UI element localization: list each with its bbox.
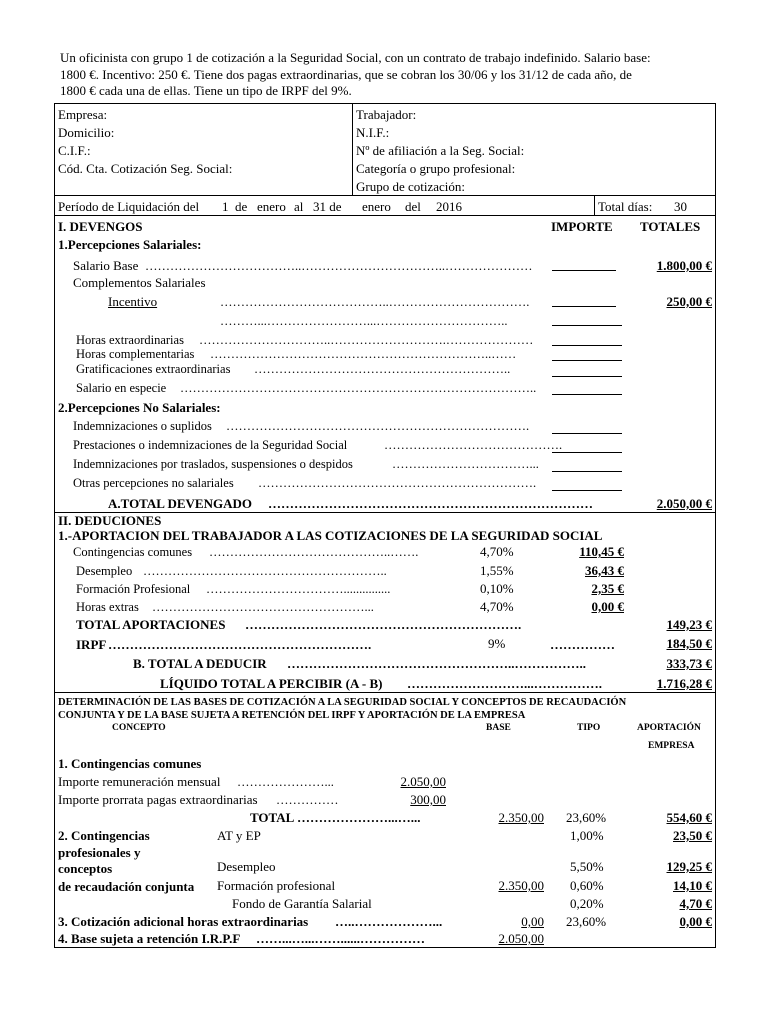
bases-title-1: DETERMINACIÓN DE LAS BASES DE COTIZACIÓN A LA SEGURIDAD SOCIAL Y CONCEPTOS DE RECAUDACIÓN <box>58 697 627 708</box>
salario-base-label: Salario Base <box>73 258 139 273</box>
at-ep-aport: 23,50 € <box>673 828 712 843</box>
total-aportaciones-dots: ………………………………………………………. <box>245 617 522 632</box>
total-deducir-value: 333,73 € <box>666 656 712 671</box>
no-salariales-title: 2.Percepciones No Salariales: <box>58 400 221 415</box>
irpf-base-label: 4. Base sujeta a retención I.R.P.F <box>58 931 241 946</box>
horas-adicional-tipo: 23,60% <box>566 914 607 929</box>
especie-dots: ………………………………………………………………………….. <box>180 381 537 395</box>
contingencias-pct: 4,70% <box>480 544 514 559</box>
gratificaciones-label: Gratificaciones extraordinarias <box>76 362 231 376</box>
periodo-divider <box>594 195 595 215</box>
prorrata-label: Importe prorrata pagas extraordinarias <box>58 792 258 807</box>
traslados-label: Indemnizaciones por traslados, suspensiones o despidos <box>73 457 353 471</box>
horas-extra-label: Horas extraordinarias <box>76 333 184 347</box>
total-deducir-dots: ……………………………………………..…………….. <box>287 656 586 671</box>
cp-title-2: profesionales y <box>58 845 141 860</box>
contingencias-dots: ……………………………………..……. <box>209 545 419 559</box>
cif-label: C.I.F.: <box>58 143 91 158</box>
categoria-label: Categoría o grupo profesional: <box>356 161 516 176</box>
prestaciones-blank <box>552 452 622 453</box>
periodo-year: 2016 <box>436 199 462 214</box>
incentivo-total: 250,00 € <box>666 294 712 309</box>
horas-extras-dots: ……………………………………………... <box>152 600 374 614</box>
totales-header: TOTALES <box>640 219 701 234</box>
deducciones-bottom-line <box>54 692 716 693</box>
bases-title-2: CONJUNTA Y DE LA BASE SUJETA A RETENCIÓN DEL IRPF Y APORTACIÓN DE LA EMPRESA <box>58 710 526 721</box>
irpf-label: IRPF <box>76 637 107 652</box>
total-deducir-label: B. TOTAL A DEDUCIR <box>133 656 267 671</box>
total-devengado-dots: ………………………………………………………………… <box>268 496 593 511</box>
incentivo-dots: …………………………………..……………………………. <box>220 295 530 309</box>
horas-adicional-aport: 0,00 € <box>679 914 712 929</box>
trabajador-label: Trabajador: <box>356 107 417 122</box>
especie-label: Salario en especie <box>76 381 167 395</box>
gratificaciones-blank <box>552 376 622 377</box>
horas-extra-blank <box>552 345 622 346</box>
horas-extras-pct: 4,70% <box>480 599 514 614</box>
traslados-blank <box>552 471 622 472</box>
horas-adicional-dots: …..………………... <box>335 914 443 929</box>
intro-line-1: Un oficinista con grupo 1 de cotización a la Seguridad Social, con un contrato de trabajo indefinido. Salario base: <box>60 50 651 65</box>
otras-blank <box>552 490 622 491</box>
desempleo-pct: 1,55% <box>480 563 514 578</box>
extra-complemento-blank <box>552 325 622 326</box>
cp-title-3: conceptos <box>58 861 113 876</box>
horas-extra-dots: …………………………..……………………….………………… <box>199 333 534 347</box>
total-dias-label: Total días: <box>598 199 653 214</box>
incentivo-label: Incentivo <box>108 294 158 309</box>
horas-comp-blank <box>552 360 622 361</box>
fogasa-aport: 4,70 € <box>679 896 712 911</box>
aportacion-header: APORTACIÓN <box>637 723 701 733</box>
formacion-pct: 0,10% <box>480 581 514 596</box>
aportacion-title: 1.-APORTACION DEL TRABAJADOR A LAS COTIZACIONES DE LA SEGURIDAD SOCIAL <box>58 528 603 543</box>
cp-title-1: 2. Contingencias <box>58 828 150 843</box>
intro-line-2: 1800 €. Incentivo: 250 €. Tiene dos pagas extraordinarias, que se cobran los 30/06 y los 31/12 de cada año, de <box>60 67 632 82</box>
total-aportaciones-value: 149,23 € <box>666 617 712 632</box>
periodo-al: al <box>294 199 304 214</box>
deducciones-title: II. DEDUCIONES <box>58 513 162 528</box>
total-devengado-value: 2.050,00 € <box>656 496 712 511</box>
formacion-value: 2,35 € <box>591 581 624 596</box>
bases-total-tipo: 23,60% <box>566 810 607 825</box>
grupo-label: Grupo de cotización: <box>356 179 466 194</box>
formacion-label: Formación Profesional <box>76 582 191 596</box>
importe-header: IMPORTE <box>551 219 613 234</box>
desempleo-empresa-aport: 129,25 € <box>666 859 712 874</box>
fogasa-label: Fondo de Garantía Salarial <box>232 896 372 911</box>
header-divider <box>352 103 353 195</box>
horas-comp-dots: …………………………………………………………..…… <box>210 347 517 361</box>
desempleo-empresa-tipo: 5,50% <box>570 859 604 874</box>
incentivo-importe-blank <box>552 306 616 307</box>
bases-total-aport: 554,60 € <box>666 810 712 825</box>
remuneracion-label: Importe remuneración mensual <box>58 774 221 789</box>
liquido-dots: ………………………...……………. <box>407 676 602 691</box>
domicilio-label: Domicilio: <box>58 125 115 140</box>
empresa-header: EMPRESA <box>648 741 695 751</box>
contingencias-value: 110,45 € <box>579 544 624 559</box>
bases-total-dots: …………………...…... <box>297 810 421 825</box>
horas-extras-value: 0,00 € <box>591 599 624 614</box>
horas-adicional-base: 0,00 <box>521 914 544 929</box>
periodo-de: de <box>235 199 248 214</box>
at-ep-tipo: 1,00% <box>570 828 604 843</box>
formacion-empresa-aport: 14,10 € <box>673 878 712 893</box>
tipo-header: TIPO <box>577 723 601 733</box>
otras-label: Otras percepciones no salariales <box>73 476 234 490</box>
periodo-label: Período de Liquidación del <box>58 199 200 214</box>
prestaciones-label: Prestaciones o indemnizaciones de la Seguridad Social <box>73 438 348 452</box>
salario-base-importe-blank <box>552 270 616 271</box>
header-bottom-line <box>54 195 716 196</box>
irpf-base-dots: ……...…...……......…………… <box>256 931 425 946</box>
desempleo-dots: ………………………………………………….. <box>143 564 387 578</box>
prestaciones-dots: ……………………………………. <box>384 438 563 452</box>
afiliacion-label: Nº de afiliación a la Seg. Social: <box>356 143 525 158</box>
complementos-label: Complementos Salariales <box>73 275 206 290</box>
bases-total-label: TOTAL <box>250 810 295 825</box>
periodo-del: del <box>405 199 421 214</box>
horas-adicional-label: 3. Cotización adicional horas extraordinarias <box>58 914 309 929</box>
desempleo-label: Desempleo <box>76 564 133 578</box>
formacion-empresa-label: Formación profesional <box>217 878 336 893</box>
periodo-bottom-line <box>54 215 716 216</box>
horas-extras-label: Horas extras <box>76 600 139 614</box>
total-devengado-label: A.TOTAL DEVENGADO <box>108 496 252 511</box>
desempleo-value: 36,43 € <box>585 563 624 578</box>
periodo-month-from: enero <box>257 199 286 214</box>
base-header: BASE <box>486 723 511 733</box>
prorrata-dots: …………… <box>276 793 339 807</box>
remuneracion-value: 2.050,00 <box>400 774 446 789</box>
otras-dots: …………………………………………………………. <box>258 476 537 490</box>
salariales-title: 1.Percepciones Salariales: <box>58 237 202 252</box>
empresa-label: Empresa: <box>58 107 108 122</box>
bases-total-base: 2.350,00 <box>498 810 544 825</box>
devengos-title: I. DEVENGOS <box>58 219 143 234</box>
nif-label: N.I.F.: <box>356 125 390 140</box>
formacion-empresa-base: 2.350,00 <box>498 878 544 893</box>
liquido-value: 1.716,28 € <box>656 676 712 691</box>
contingencias-label: Contingencias comunes <box>73 545 193 559</box>
suplidos-label: Indemnizaciones o suplidos <box>73 419 212 433</box>
remuneracion-dots: …………………... <box>237 775 334 789</box>
total-dias-value: 30 <box>674 199 687 214</box>
concepto-header: CONCEPTO <box>112 723 166 733</box>
cp-title-4: de recaudación conjunta <box>58 879 195 894</box>
formacion-empresa-tipo: 0,60% <box>570 878 604 893</box>
horas-comp-label: Horas complementarias <box>76 347 195 361</box>
suplidos-blank <box>552 433 622 434</box>
irpf-dots: ……………………………………………………. <box>108 637 372 652</box>
total-aportaciones-label: TOTAL APORTACIONES <box>76 617 226 632</box>
periodo-month-to: enero <box>362 199 391 214</box>
irpf-dots-2: …………… <box>550 637 615 652</box>
salario-base-total: 1.800,00 € <box>656 258 712 273</box>
intro-line-3: 1800 € cada una de ellas. Tiene un tipo de IRPF del 9%. <box>60 83 352 98</box>
periodo-day-from: 1 <box>222 199 229 214</box>
irpf-pct: 9% <box>488 636 506 651</box>
gratificaciones-dots: …………………………………………………….. <box>254 362 511 376</box>
fogasa-tipo: 0,20% <box>570 896 604 911</box>
salario-base-dots: ………………………………..……………………………..………………… <box>145 259 533 273</box>
desempleo-empresa-label: Desempleo <box>217 859 276 874</box>
irpf-base-value: 2.050,00 <box>498 931 544 946</box>
extra-complemento-dots: ………...……………………...………………………….. <box>220 314 508 328</box>
cc-title: 1. Contingencias comunes <box>58 756 202 771</box>
formacion-dots: ……………………………............... <box>206 582 391 596</box>
periodo-day-to: 31 de <box>313 199 342 214</box>
especie-blank <box>552 394 622 395</box>
liquido-label: LÍQUIDO TOTAL A PERCIBIR (A - B) <box>160 676 383 691</box>
irpf-value: 184,50 € <box>666 636 712 651</box>
at-ep-label: AT y EP <box>217 828 261 843</box>
cod-cta-label: Cód. Cta. Cotización Seg. Social: <box>58 161 233 176</box>
traslados-dots: ……………………………... <box>392 457 539 471</box>
suplidos-dots: ………………………………………………………………. <box>226 419 530 433</box>
prorrata-value: 300,00 <box>410 792 446 807</box>
